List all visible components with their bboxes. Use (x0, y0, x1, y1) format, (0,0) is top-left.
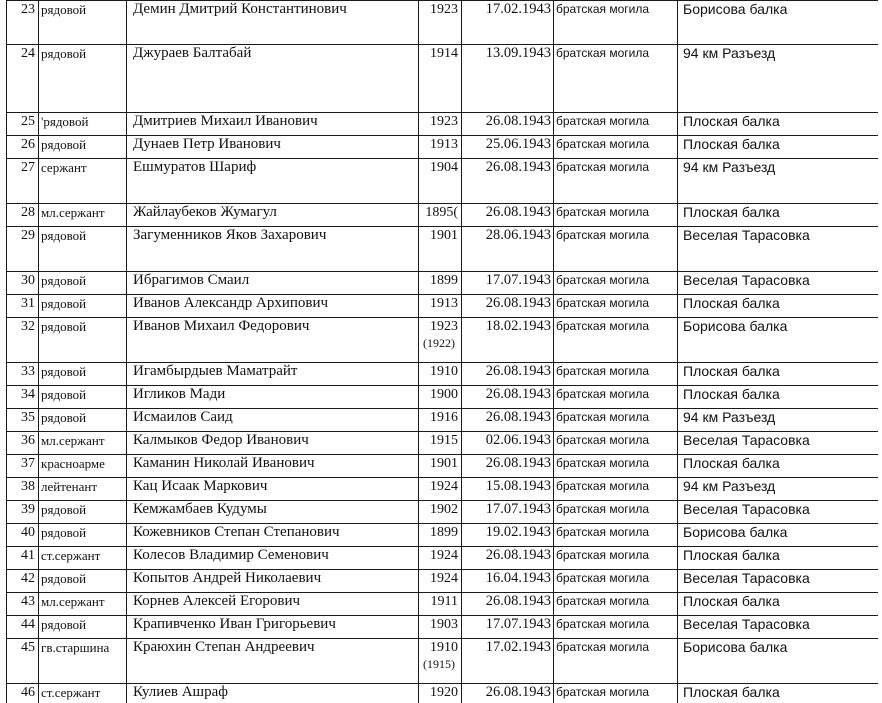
cell-rank: мл.сержант (39, 204, 127, 227)
cell-birth-year (419, 363, 462, 386)
cell-death-date: 26.08.1943 (462, 593, 554, 616)
cell-number: 36 (7, 432, 39, 455)
cell-birth-year (419, 639, 462, 684)
cell-rank: рядовой (39, 318, 127, 363)
birth-year: 1901 (430, 456, 458, 471)
cell-birth-year (419, 386, 462, 409)
birth-year: 1923 (430, 2, 458, 17)
table-row (7, 616, 879, 639)
birth-year: 1902 (430, 502, 458, 517)
birth-year: 1924 (430, 479, 458, 494)
table-row (7, 295, 879, 318)
cell-burial-place: Плоская балка (678, 295, 879, 318)
cell-number: 35 (7, 409, 39, 432)
cell-death-date: 18.02.1943 (462, 318, 554, 363)
cell-number: 31 (7, 295, 39, 318)
cell-death-date: 17.02.1943 (462, 639, 554, 684)
cell-number: 25 (7, 113, 39, 136)
table-row (7, 45, 879, 113)
cell-name: Игамбырдыев Маматрайт (127, 363, 419, 386)
cell-number: 39 (7, 501, 39, 524)
table-row (7, 409, 879, 432)
cell-name: Иванов Михаил Федорович (127, 318, 419, 363)
cell-burial-type: братская могила (554, 363, 678, 386)
cell-birth-year (419, 501, 462, 524)
cell-number: 23 (7, 1, 39, 45)
cell-rank: 'рядовой (39, 113, 127, 136)
cell-burial-place: Плоская балка (678, 684, 879, 703)
cell-burial-place: Борисова балка (678, 524, 879, 547)
cell-number: 42 (7, 570, 39, 593)
cell-burial-type: братская могила (554, 227, 678, 272)
cell-burial-place: Веселая Тарасовка (678, 501, 879, 524)
cell-number: 37 (7, 455, 39, 478)
table-row (7, 386, 879, 409)
cell-name: Дунаев Петр Иванович (127, 136, 419, 159)
cell-rank: рядовой (39, 363, 127, 386)
cell-death-date: 13.09.1943 (462, 45, 554, 113)
cell-birth-year (419, 318, 462, 363)
cell-name: Корнев Алексей Егорович (127, 593, 419, 616)
cell-name: Кац Исаак Маркович (127, 478, 419, 501)
cell-burial-type: братская могила (554, 570, 678, 593)
table-row (7, 318, 879, 363)
cell-name: Кожевников Степан Степанович (127, 524, 419, 547)
cell-burial-place: Веселая Тарасовка (678, 616, 879, 639)
cell-burial-type: братская могила (554, 409, 678, 432)
cell-death-date: 15.08.1943 (462, 478, 554, 501)
birth-year: 1895( (425, 205, 458, 220)
cell-rank: рядовой (39, 386, 127, 409)
cell-death-date: 17.07.1943 (462, 272, 554, 295)
cell-rank: красноарме (39, 455, 127, 478)
cell-death-date: 26.08.1943 (462, 204, 554, 227)
cell-burial-type: братская могила (554, 136, 678, 159)
cell-burial-type: братская могила (554, 547, 678, 570)
birth-year: 1920 (430, 685, 458, 700)
cell-burial-place: 94 км Разъезд (678, 159, 879, 204)
cell-name: Копытов Андрей Николаевич (127, 570, 419, 593)
document-page (6, 0, 878, 703)
cell-burial-type: братская могила (554, 616, 678, 639)
cell-burial-type: братская могила (554, 272, 678, 295)
birth-year: 1915 (430, 433, 458, 448)
birth-year: 1923 (430, 319, 458, 334)
table-row (7, 684, 879, 703)
cell-name: Краюхин Степан Андреевич (127, 639, 419, 684)
cell-burial-type: братская могила (554, 524, 678, 547)
cell-burial-type: братская могила (554, 204, 678, 227)
cell-rank: рядовой (39, 570, 127, 593)
table-row (7, 363, 879, 386)
cell-burial-type: братская могила (554, 159, 678, 204)
cell-number: 46 (7, 684, 39, 703)
cell-burial-place: 94 км Разъезд (678, 45, 879, 113)
cell-rank: ст.сержант (39, 684, 127, 703)
cell-burial-place: Плоская балка (678, 136, 879, 159)
cell-name: Дмитриев Михаил Иванович (127, 113, 419, 136)
cell-death-date: 26.08.1943 (462, 386, 554, 409)
table-row (7, 639, 879, 684)
table-row (7, 136, 879, 159)
birth-year: 1910 (430, 364, 458, 379)
cell-name: Жайлаубеков Жумагул (127, 204, 419, 227)
cell-number: 28 (7, 204, 39, 227)
cell-burial-place: Борисова балка (678, 639, 879, 684)
cell-death-date: 26.08.1943 (462, 113, 554, 136)
cell-birth-year (419, 45, 462, 113)
cell-death-date: 26.08.1943 (462, 363, 554, 386)
cell-name: Кулиев Ашраф (127, 684, 419, 703)
cell-rank: рядовой (39, 295, 127, 318)
birth-year: 1910 (430, 640, 458, 655)
cell-birth-year (419, 136, 462, 159)
cell-rank: ст.сержант (39, 547, 127, 570)
cell-birth-year (419, 272, 462, 295)
cell-name: Иванов Александр Архипович (127, 295, 419, 318)
cell-burial-place: 94 км Разъезд (678, 478, 879, 501)
cell-death-date: 17.02.1943 (462, 1, 554, 45)
cell-death-date: 26.08.1943 (462, 684, 554, 703)
cell-burial-place: Борисова балка (678, 1, 879, 45)
cell-rank: мл.сержант (39, 432, 127, 455)
cell-rank: рядовой (39, 45, 127, 113)
cell-name: Калмыков Федор Иванович (127, 432, 419, 455)
cell-birth-year (419, 547, 462, 570)
cell-number: 45 (7, 639, 39, 684)
table-row (7, 227, 879, 272)
cell-number: 40 (7, 524, 39, 547)
birth-year: 1913 (430, 137, 458, 152)
cell-burial-place: Плоская балка (678, 113, 879, 136)
cell-burial-type: братская могила (554, 45, 678, 113)
cell-rank: мл.сержант (39, 593, 127, 616)
cell-burial-place: Плоская балка (678, 455, 879, 478)
cell-birth-year (419, 204, 462, 227)
cell-name: Крапивченко Иван Григорьевич (127, 616, 419, 639)
cell-rank: рядовой (39, 501, 127, 524)
cell-number: 33 (7, 363, 39, 386)
cell-burial-place: Веселая Тарасовка (678, 227, 879, 272)
cell-rank: рядовой (39, 272, 127, 295)
cell-birth-year (419, 478, 462, 501)
cell-birth-year (419, 593, 462, 616)
table-row (7, 1, 879, 45)
table-row (7, 570, 879, 593)
cell-birth-year (419, 432, 462, 455)
table-row (7, 204, 879, 227)
cell-birth-year (419, 409, 462, 432)
cell-number: 24 (7, 45, 39, 113)
table-row (7, 272, 879, 295)
table-row (7, 547, 879, 570)
cell-burial-place: Плоская балка (678, 204, 879, 227)
cell-rank: лейтенант (39, 478, 127, 501)
cell-burial-type: братская могила (554, 478, 678, 501)
cell-burial-place: Борисова балка (678, 318, 879, 363)
cell-burial-place: 94 км Разъезд (678, 409, 879, 432)
cell-death-date: 26.08.1943 (462, 455, 554, 478)
cell-number: 26 (7, 136, 39, 159)
cell-death-date: 26.08.1943 (462, 547, 554, 570)
table-body (7, 1, 879, 703)
cell-number: 34 (7, 386, 39, 409)
cell-rank: рядовой (39, 616, 127, 639)
birth-year: 1913 (430, 296, 458, 311)
birth-year: 1900 (430, 387, 458, 402)
cell-name: Кемжамбаев Кудумы (127, 501, 419, 524)
cell-burial-place: Плоская балка (678, 593, 879, 616)
cell-burial-type: братская могила (554, 295, 678, 318)
cell-number: 30 (7, 272, 39, 295)
cell-number: 41 (7, 547, 39, 570)
cell-birth-year (419, 455, 462, 478)
birth-year: 1924 (430, 571, 458, 586)
cell-name: Ибрагимов Смаил (127, 272, 419, 295)
table-row (7, 159, 879, 204)
cell-burial-place: Плоская балка (678, 386, 879, 409)
cell-burial-place: Веселая Тарасовка (678, 432, 879, 455)
cell-burial-place: Плоская балка (678, 547, 879, 570)
table-row (7, 432, 879, 455)
table-row (7, 593, 879, 616)
birth-year: 1911 (430, 594, 458, 609)
cell-number: 27 (7, 159, 39, 204)
cell-rank: рядовой (39, 136, 127, 159)
cell-birth-year (419, 159, 462, 204)
table-row (7, 455, 879, 478)
cell-death-date: 28.06.1943 (462, 227, 554, 272)
cell-burial-type: братская могила (554, 432, 678, 455)
cell-burial-type: братская могила (554, 113, 678, 136)
cell-death-date: 26.08.1943 (462, 409, 554, 432)
cell-rank: рядовой (39, 1, 127, 45)
cell-rank: рядовой (39, 409, 127, 432)
birth-year: 1904 (430, 160, 458, 175)
cell-birth-year (419, 524, 462, 547)
birth-year: 1899 (430, 525, 458, 540)
cell-number: 43 (7, 593, 39, 616)
cell-rank: рядовой (39, 227, 127, 272)
table-row (7, 113, 879, 136)
cell-name: Демин Дмитрий Константинович (127, 1, 419, 45)
cell-birth-year (419, 113, 462, 136)
cell-death-date: 19.02.1943 (462, 524, 554, 547)
cell-death-date: 17.07.1943 (462, 616, 554, 639)
cell-death-date: 16.04.1943 (462, 570, 554, 593)
birth-year-alternative: (1915) (423, 657, 455, 671)
cell-death-date: 25.06.1943 (462, 136, 554, 159)
cell-name: Игликов Мади (127, 386, 419, 409)
birth-year-alternative: (1922) (423, 336, 455, 350)
cell-number: 44 (7, 616, 39, 639)
cell-burial-type: братская могила (554, 386, 678, 409)
table-row (7, 501, 879, 524)
birth-year: 1923 (430, 114, 458, 129)
cell-burial-type: братская могила (554, 593, 678, 616)
cell-burial-place: Веселая Тарасовка (678, 272, 879, 295)
cell-death-date: 26.08.1943 (462, 295, 554, 318)
birth-year: 1899 (430, 273, 458, 288)
birth-year: 1914 (430, 46, 458, 61)
cell-rank: сержант (39, 159, 127, 204)
cell-birth-year (419, 1, 462, 45)
cell-death-date: 02.06.1943 (462, 432, 554, 455)
cell-birth-year (419, 684, 462, 703)
birth-year: 1903 (430, 617, 458, 632)
birth-year: 1924 (430, 548, 458, 563)
cell-death-date: 26.08.1943 (462, 159, 554, 204)
cell-name: Загуменников Яков Захарович (127, 227, 419, 272)
cell-name: Колесов Владимир Семенович (127, 547, 419, 570)
cell-birth-year (419, 227, 462, 272)
table-row (7, 524, 879, 547)
burial-register-table (6, 0, 878, 703)
cell-burial-type: братская могила (554, 455, 678, 478)
cell-rank: рядовой (39, 524, 127, 547)
cell-name: Каманин Николай Иванович (127, 455, 419, 478)
cell-number: 29 (7, 227, 39, 272)
cell-death-date: 17.07.1943 (462, 501, 554, 524)
cell-burial-type: братская могила (554, 501, 678, 524)
cell-burial-type: братская могила (554, 639, 678, 684)
cell-burial-type: братская могила (554, 684, 678, 703)
cell-burial-place: Плоская балка (678, 363, 879, 386)
cell-number: 32 (7, 318, 39, 363)
cell-burial-type: братская могила (554, 1, 678, 45)
cell-name: Исмаилов Саид (127, 409, 419, 432)
cell-number: 38 (7, 478, 39, 501)
cell-name: Джураев Балтабай (127, 45, 419, 113)
table-row (7, 478, 879, 501)
cell-rank: гв.старшина (39, 639, 127, 684)
cell-burial-place: Веселая Тарасовка (678, 570, 879, 593)
birth-year: 1901 (430, 228, 458, 243)
birth-year: 1916 (430, 410, 458, 425)
cell-birth-year (419, 570, 462, 593)
cell-birth-year (419, 616, 462, 639)
cell-name: Ешмуратов Шариф (127, 159, 419, 204)
cell-birth-year (419, 295, 462, 318)
cell-burial-type: братская могила (554, 318, 678, 363)
